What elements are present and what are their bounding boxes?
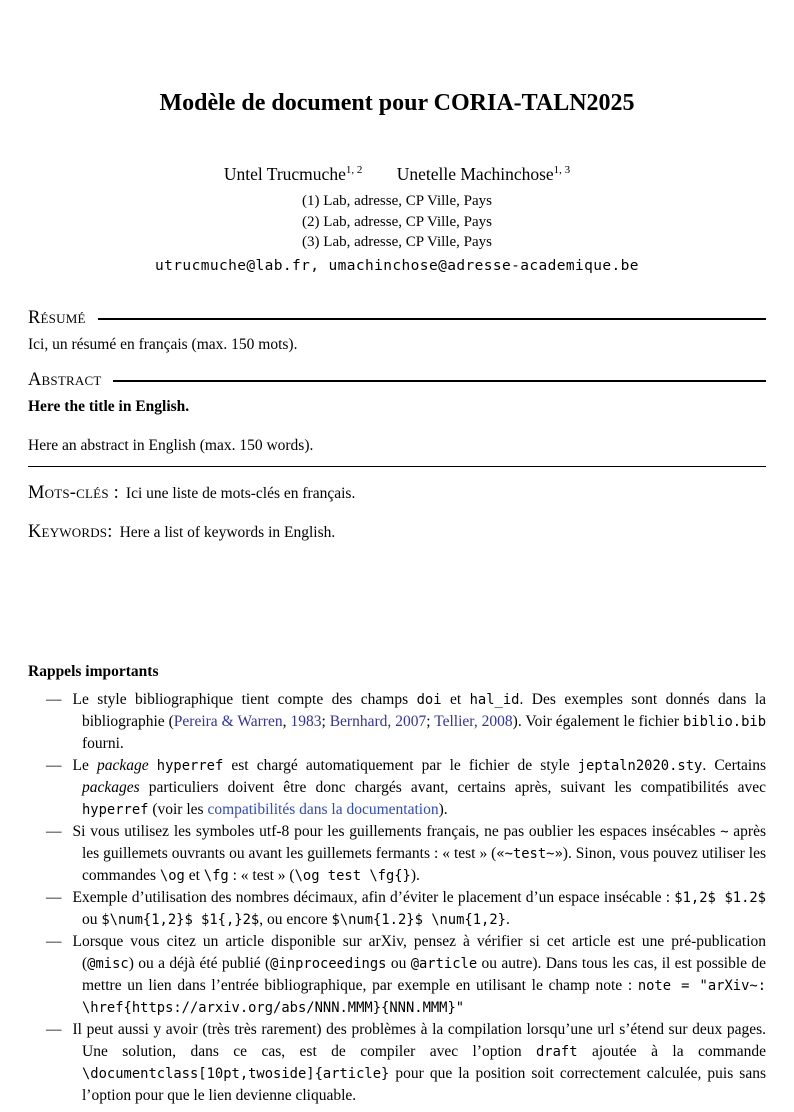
abstract-section-header <box>28 369 766 391</box>
affiliation-1: (1) Lab, adresse, CP Ville, Pays <box>302 193 492 210</box>
text-span: ). <box>410 866 420 884</box>
author-2 <box>397 164 570 184</box>
item-dash-marker: — <box>46 888 62 906</box>
text-span: . Certains <box>702 756 767 774</box>
code-span: @inproceedings <box>270 955 387 972</box>
text-span: ) ou a déjà été publié ( <box>128 954 271 972</box>
text-span: (voir les <box>148 800 208 818</box>
abstract-text: Here an abstract in English (max. 150 words). <box>28 435 766 467</box>
text-span: . <box>505 910 510 928</box>
text-span: Il peut aussi y avoir (très très rarement) des problèmes à la compilation lorsqu’une url s’étend sur deux pages. Une solution, dans ce cas, est de compiler avec l’option <box>72 1020 766 1060</box>
code-span: draft <box>535 1043 578 1060</box>
mots-cles-row <box>28 481 766 506</box>
text-span: Exemple d’utilisation des nombres décimaux, afin d’éviter le placement d’un espace insécable : <box>72 888 675 906</box>
text-span: Lorsque vous citez un article disponible sur arXiv, pensez à vérifier si cet article est une pré-publication ( <box>72 932 766 972</box>
resume-label: Résumé <box>28 307 86 328</box>
code-span: hyperref <box>82 801 149 818</box>
text-span <box>149 757 157 774</box>
code-span: @article <box>410 955 478 972</box>
authors-line <box>28 162 766 186</box>
code-span: ~ <box>720 823 729 840</box>
documentation-link[interactable]: compatibilités dans la documentation <box>207 800 439 818</box>
text-span: pour que la position soit correctement calculée, puis sans l’option pour que le lien devienne cliquable. <box>82 1064 766 1104</box>
code-span: \og <box>159 867 185 884</box>
rappel-item <box>28 689 766 755</box>
text-span: ; <box>426 712 435 730</box>
mots-cles-text: Ici une liste de mots-clés en français. <box>125 484 356 502</box>
text-span: ajoutée à la commande <box>577 1042 766 1060</box>
rappels-list <box>28 689 766 1107</box>
paper-title: Modèle de document pour CORIA-TALN2025 <box>159 90 635 117</box>
text-span: ). <box>438 800 448 818</box>
text-span: : « test » ( <box>228 866 295 884</box>
abstract-rule <box>113 380 766 381</box>
resume-section-header <box>28 307 766 329</box>
code-span: doi <box>416 691 442 708</box>
mots-cles-label: Mots-clés : <box>28 482 119 503</box>
text-span: ou autre). Dans tous les cas, il est possible de mettre un lien dans l’entrée bibliographique, par exemple en utilisant le champ note : <box>82 954 767 994</box>
citation-link[interactable]: Bernhard, 2007 <box>329 712 427 730</box>
author-emails: utrucmuche@lab.fr, umachinchose@adresse-academique.be <box>155 257 639 274</box>
code-span: biblio.bib <box>682 713 767 730</box>
text-span: Le <box>72 756 97 774</box>
author-1 <box>224 164 363 184</box>
rappel-item <box>28 821 766 887</box>
rappel-item <box>28 1019 766 1107</box>
keywords-row <box>28 520 766 545</box>
abstract-label: Abstract <box>28 369 102 390</box>
code-span: \fg <box>203 867 229 884</box>
author-1-name: Untel Trucmuche <box>223 164 346 185</box>
item-dash-marker: — <box>46 822 62 840</box>
text-span: et <box>184 866 204 884</box>
item-dash-marker: — <box>46 1020 62 1038</box>
code-span: \documentclass[10pt,twoside]{article} <box>82 1065 390 1082</box>
code-span: @misc <box>87 955 129 972</box>
text-span: , ou encore <box>259 910 332 928</box>
rappels-heading: Rappels importants <box>28 662 159 680</box>
keywords-text: Here a list of keywords in English. <box>119 523 336 541</box>
keywords-label: Keywords: <box>28 521 113 542</box>
author-2-affiliation-marks: 1, 3 <box>553 164 571 177</box>
text-span: ). Sinon, vous pouvez utiliser les commandes <box>82 844 766 884</box>
italic-span: packages <box>82 778 140 796</box>
text-span: ). Voir également le fichier <box>512 712 683 730</box>
item-dash-marker: — <box>46 756 62 774</box>
italic-span: package <box>97 756 149 774</box>
rappel-item <box>28 931 766 1019</box>
text-span: Si vous utilisez les symboles utf-8 pour les guillements français, ne pas oublier les espaces insécables <box>72 822 721 840</box>
item-dash-marker: — <box>46 690 62 708</box>
author-1-affiliation-marks: 1, 2 <box>345 164 363 177</box>
text-span: ; <box>321 712 330 730</box>
author-2-name: Unetelle Machinchose <box>396 164 554 185</box>
text-span: particuliers doivent être donc chargés avant, certains après, suivant les compatibilités avec <box>139 778 766 796</box>
citation-link[interactable]: Tellier, 2008 <box>434 712 513 730</box>
code-span: hyperref <box>156 757 224 774</box>
affiliation-3: (3) Lab, adresse, CP Ville, Pays <box>302 234 492 251</box>
resume-rule <box>98 318 766 319</box>
code-span: «~test~» <box>496 845 563 862</box>
resume-text: Ici, un résumé en français (max. 150 mots). <box>28 335 298 353</box>
rappel-item <box>28 755 766 821</box>
code-span: $\num{1,2}$ $1{,}2$ <box>101 911 260 928</box>
text-span: , <box>282 712 291 730</box>
text-span: est chargé automatiquement par le fichier de style <box>223 756 578 774</box>
citation-link[interactable]: Pereira & Warren <box>173 712 283 730</box>
affiliations-block <box>28 191 766 253</box>
text-span: ou <box>386 954 411 972</box>
citation-link[interactable]: 1983 <box>290 712 322 730</box>
code-span: $1,2$ $1.2$ <box>674 889 766 906</box>
text-span: ou <box>82 910 102 928</box>
item-dash-marker: — <box>46 932 62 950</box>
text-span: . Des exemples sont donnés dans la bibliographie ( <box>82 690 767 730</box>
abstract-english-title: Here the title in English. <box>28 397 190 415</box>
code-span: jeptaln2020.sty <box>577 757 703 774</box>
affiliation-2: (2) Lab, adresse, CP Ville, Pays <box>302 213 492 230</box>
text-span: et <box>441 690 470 708</box>
rappel-item <box>28 887 766 931</box>
text-span: Le style bibliographique tient compte des champs <box>72 690 417 708</box>
code-span: \og test \fg{} <box>294 867 411 884</box>
code-span: hal_id <box>469 691 520 708</box>
text-span: fourni. <box>82 734 124 752</box>
text-span: après les guillemets ouvrants ou avant les guillemets fermants : « test » ( <box>82 822 766 862</box>
code-span: $\num{1.2}$ \num{1,2} <box>331 911 506 928</box>
code-span: note = "arXiv~: \href{https://arxiv.org/abs/NNN.MMM}{NNN.MMM}" <box>82 977 766 1016</box>
